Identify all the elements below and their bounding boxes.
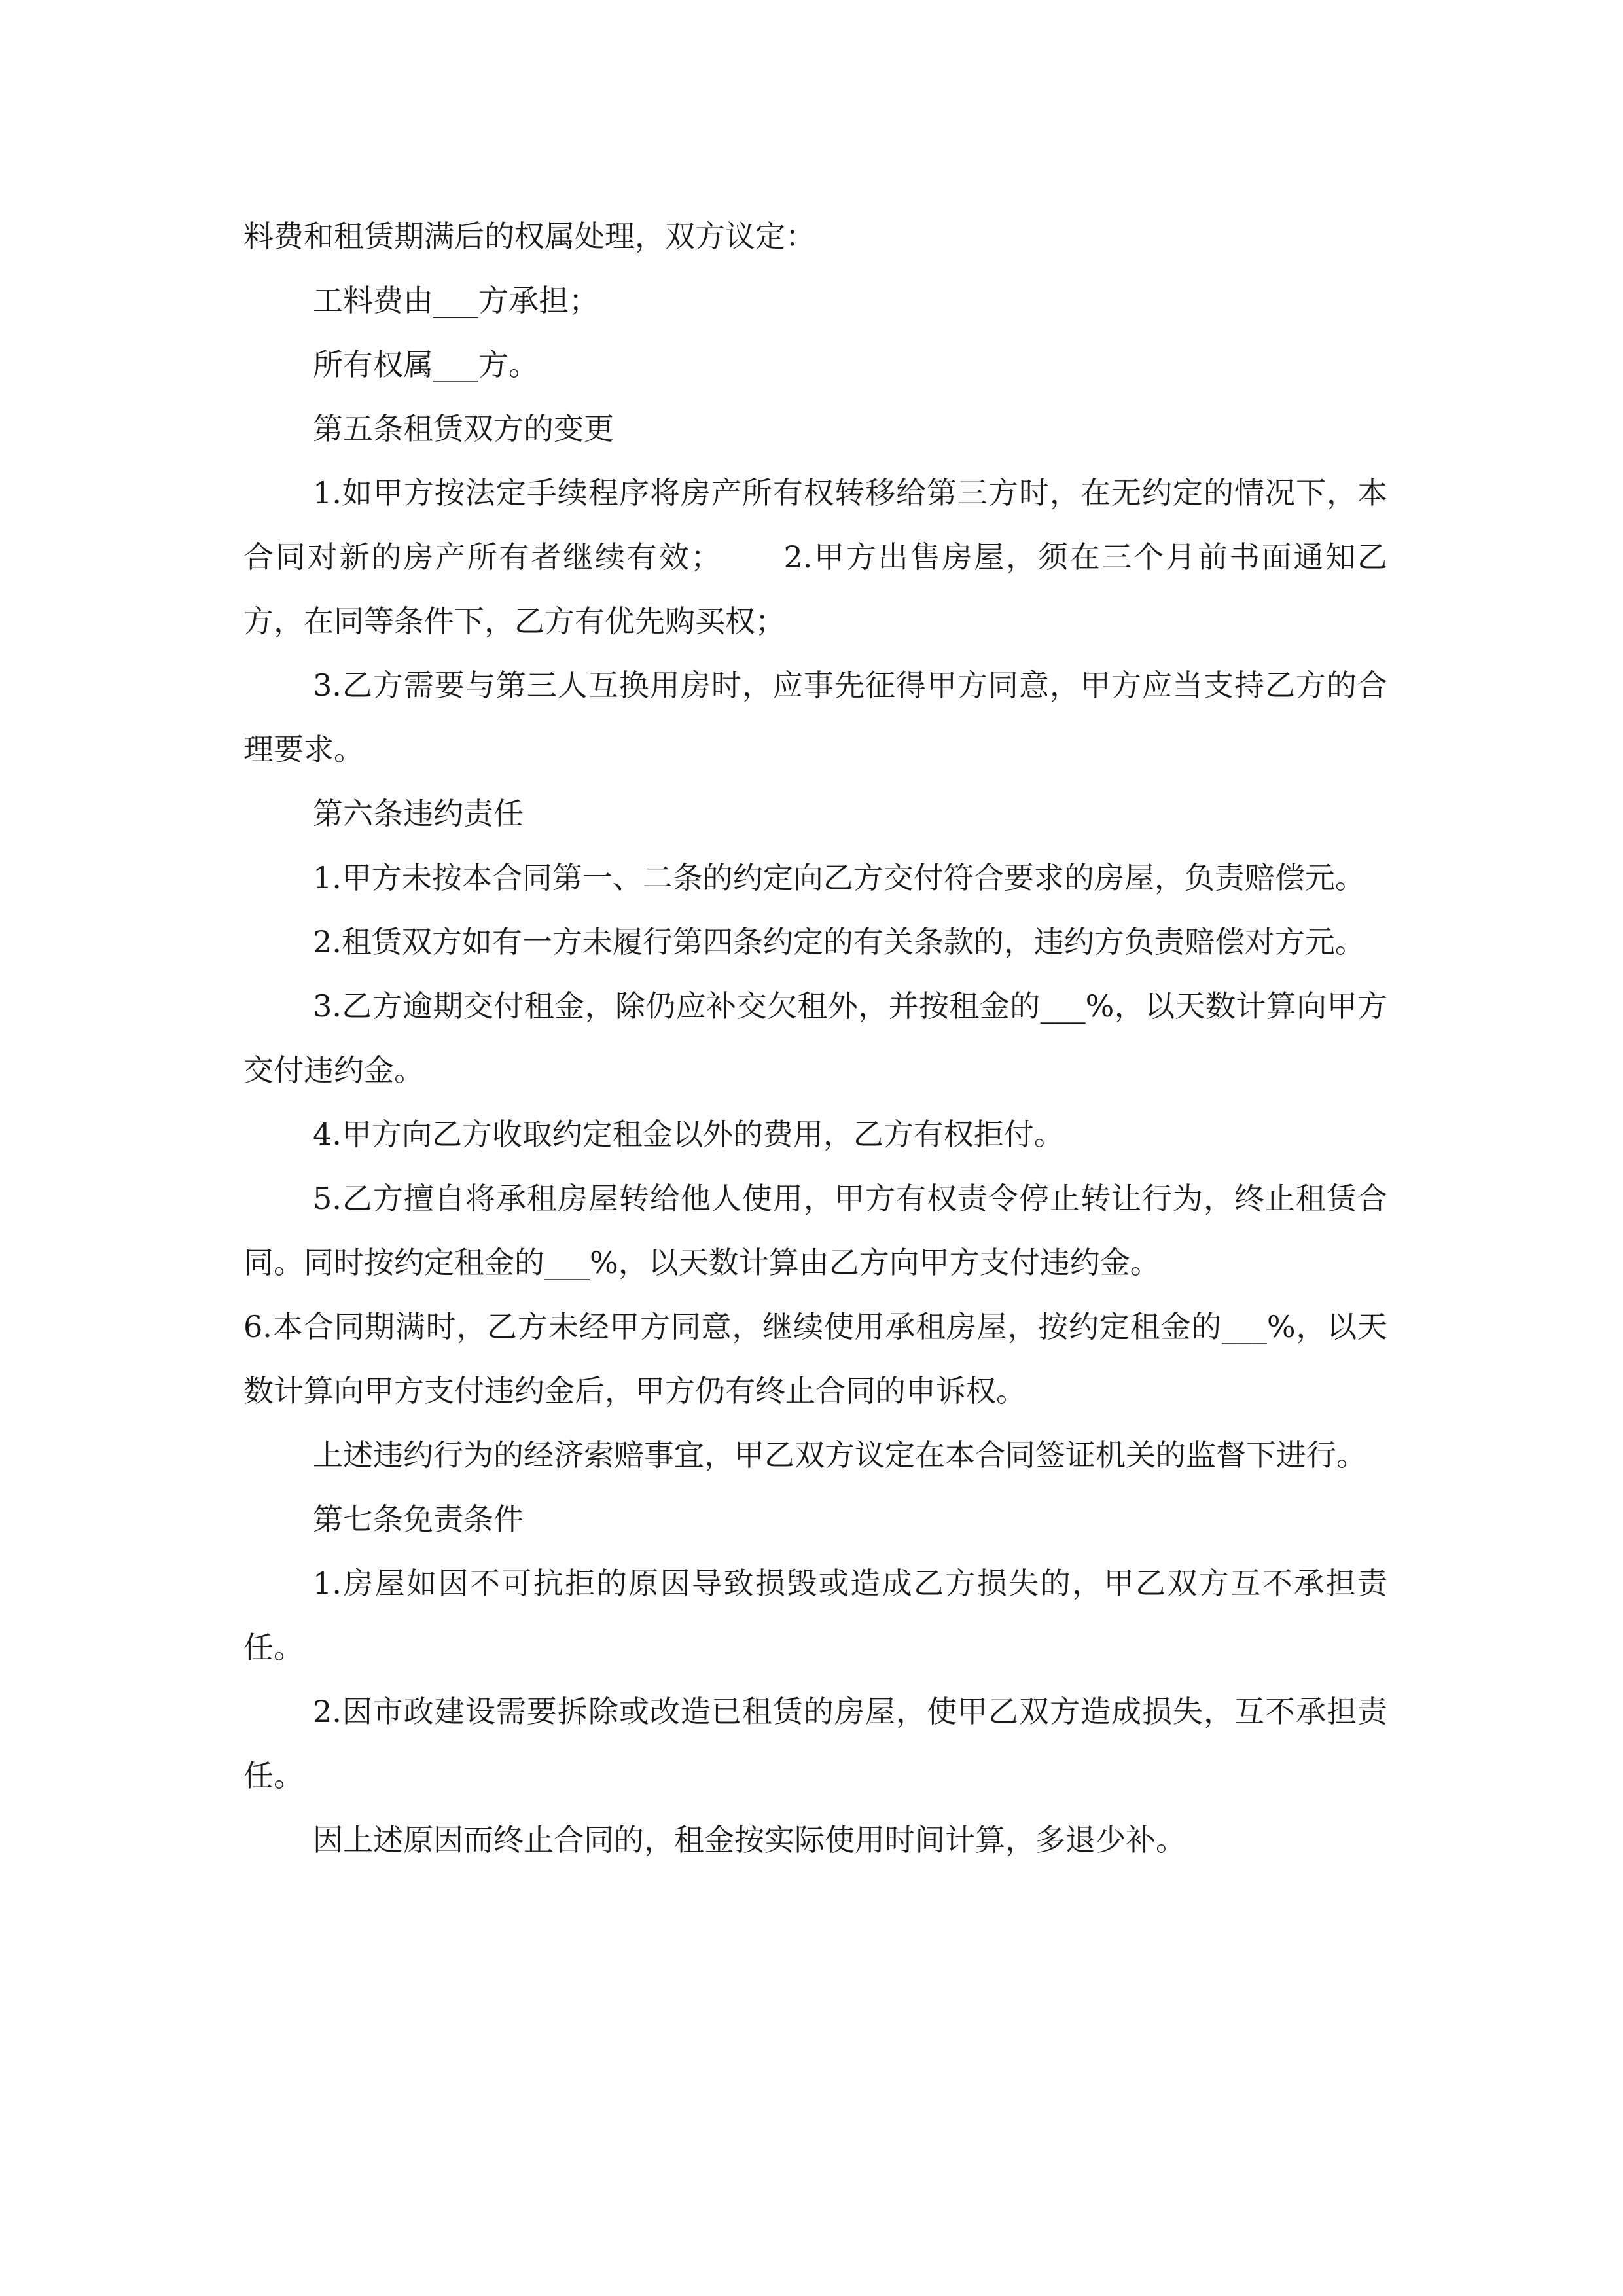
clause-5-1-and-5-2: [243, 461, 1387, 653]
clause-6-1: 1.甲方未按本合同第一、二条的约定向乙方交付符合要求的房屋，负责赔偿元。: [313, 860, 1365, 895]
paragraph-claims: 上述违约行为的经济索赔事宜，甲乙双方议定在本合同签证机关的监督下进行。: [313, 1437, 1366, 1473]
clause-6-4: 4.甲方向乙方收取约定租金以外的费用，乙方有权拒付。: [313, 1117, 1064, 1152]
paragraph-termination-rent: 因上述原因而终止合同的，租金按实际使用时间计算，多退少补。: [313, 1822, 1186, 1857]
clause-6-2: 2.租赁双方如有一方未履行第四条约定的有关条款的，违约方负责赔偿对方元。: [313, 924, 1365, 960]
clause-5-2: 2.甲方出售房屋，须在三个月前书面通知乙方，在同等条件下，乙方有优先购买权；: [243, 539, 1388, 639]
paragraph-ownership: 所有权属___方。: [313, 347, 539, 382]
clause-6-6: 6.本合同期满时，乙方未经甲方同意，继续使用承租房屋，按约定租金的___%，以天数计算向甲方支付违约金后，甲方仍有终止合同的申诉权。: [243, 1309, 1387, 1408]
clause-5-3: 3.乙方需要与第三人互换用房时，应事先征得甲方同意，甲方应当支持乙方的合理要求。: [243, 668, 1387, 767]
section-heading-6: 第六条违约责任: [313, 796, 524, 831]
paragraph-labor-cost: 工料费由___方承担；: [313, 283, 599, 318]
section-heading-7: 第七条免责条件: [313, 1501, 524, 1537]
paragraph-continuation: 料费和租赁期满后的权属处理，双方议定：: [243, 219, 815, 254]
clause-6-3: 3.乙方逾期交付租金，除仍应补交欠租外，并按租金的___%，以天数计算向甲方交付违约金。: [243, 988, 1387, 1088]
clause-6-5: 5.乙方擅自将承租房屋转给他人使用，甲方有权责令停止转让行为，终止租赁合同。同时按约定租金的___%，以天数计算由乙方向甲方支付违约金。: [243, 1181, 1387, 1280]
clause-5-1: 1.如甲方按法定手续程序将房产所有权转移给第三方时，在无约定的情况下，本合同对新的房产所有者继续有效；: [243, 475, 1387, 575]
document-body: [243, 204, 1387, 1872]
clause-7-2: 2.因市政建设需要拆除或改造已租赁的房屋，使甲乙双方造成损失，互不承担责任。: [243, 1694, 1387, 1793]
section-heading-5: 第五条租赁双方的变更: [313, 411, 614, 446]
clause-7-1: 1.房屋如因不可抗拒的原因导致损毁或造成乙方损失的，甲乙双方互不承担责任。: [243, 1566, 1387, 1665]
